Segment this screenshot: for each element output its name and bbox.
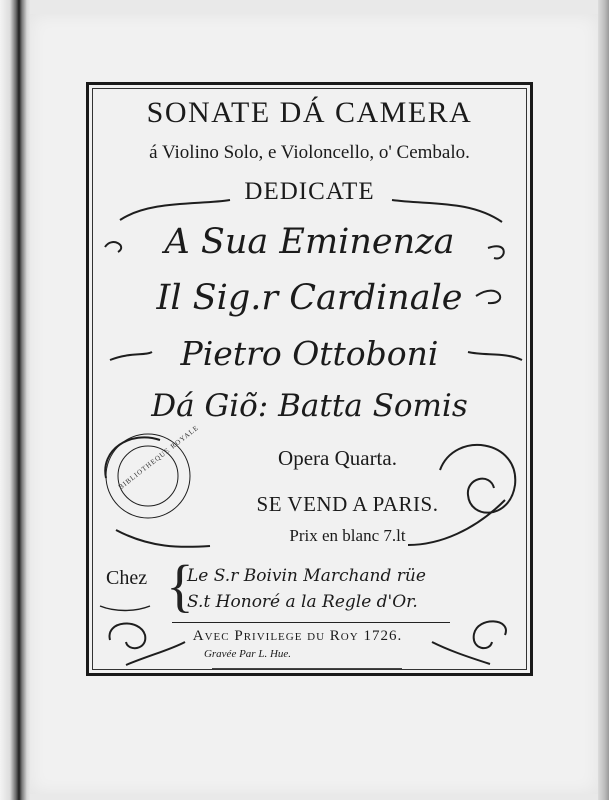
- engraver-line: Gravée Par L. Hue.: [203, 648, 292, 660]
- opus-line: Opera Quarta.: [278, 446, 397, 470]
- composer-line: Dá Giõ: Batta Somis: [151, 388, 468, 424]
- divider-rule-bottom: [212, 668, 402, 669]
- dedicatee-line-3: Pietro Ottoboni: [180, 334, 439, 373]
- library-stamp-text: BIBLIOTHEQUE ROYALE: [116, 423, 201, 492]
- address-line-1: Le S.r Boivin Marchand rüe: [187, 566, 426, 586]
- address-line-2: S.t Honoré a la Regle d'Or.: [187, 592, 418, 612]
- chez-label: Chez: [106, 567, 148, 589]
- privilege-line: Avec Privilege du Roy 1726.: [192, 628, 403, 644]
- brace-glyph: {: [166, 553, 194, 618]
- instrumentation-line: á Violino Solo, e Violoncello, o' Cembalo.: [149, 142, 470, 163]
- price-line: Prix en blanc 7.lt: [289, 526, 406, 545]
- page-title: SONATE DÁ CAMERA: [146, 96, 473, 129]
- dedicatee-line-2: Il Sig.r Cardinale: [156, 278, 463, 318]
- divider-rule-top: [172, 622, 450, 623]
- dedicate-heading: DEDICATE: [244, 178, 375, 205]
- dedicatee-line-1: A Sua Eminenza: [164, 222, 455, 262]
- sale-line: SE VEND A PARIS.: [256, 492, 439, 516]
